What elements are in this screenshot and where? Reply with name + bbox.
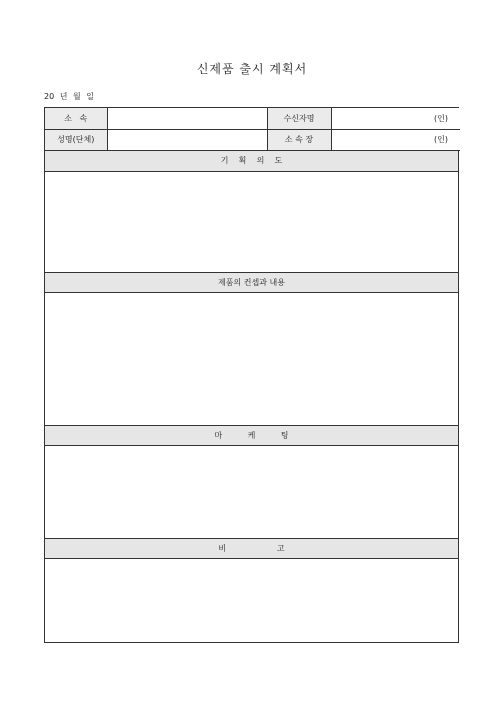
- product-concept-body[interactable]: [45, 293, 458, 425]
- date-line: 20 년 월 일: [44, 92, 94, 101]
- affiliation-label: 소 속: [45, 108, 107, 129]
- remarks-body[interactable]: [45, 559, 458, 642]
- name-label: 성명(단체): [45, 129, 107, 150]
- marketing-header: 마 케 팅: [45, 425, 458, 446]
- plan-form: [44, 107, 459, 643]
- affiliation-field[interactable]: [107, 108, 267, 129]
- info-row-1: [45, 108, 460, 129]
- planning-intent-header: 기 획 의 도: [45, 151, 458, 172]
- recipient-seal-field[interactable]: (인): [331, 108, 460, 129]
- name-field[interactable]: [107, 129, 267, 150]
- info-row-2: [45, 129, 460, 150]
- info-table: [45, 108, 460, 151]
- planning-intent-body[interactable]: [45, 172, 458, 272]
- marketing-body[interactable]: [45, 446, 458, 538]
- document-title: 신제품 출시 계획서: [196, 62, 308, 76]
- remarks-header: 비 고: [45, 538, 458, 559]
- product-concept-header: 제품의 컨셉과 내용: [45, 272, 458, 293]
- head-label: 소 속 장: [267, 129, 331, 150]
- head-seal-field[interactable]: (인): [331, 129, 460, 150]
- recipient-label: 수신자명: [267, 108, 331, 129]
